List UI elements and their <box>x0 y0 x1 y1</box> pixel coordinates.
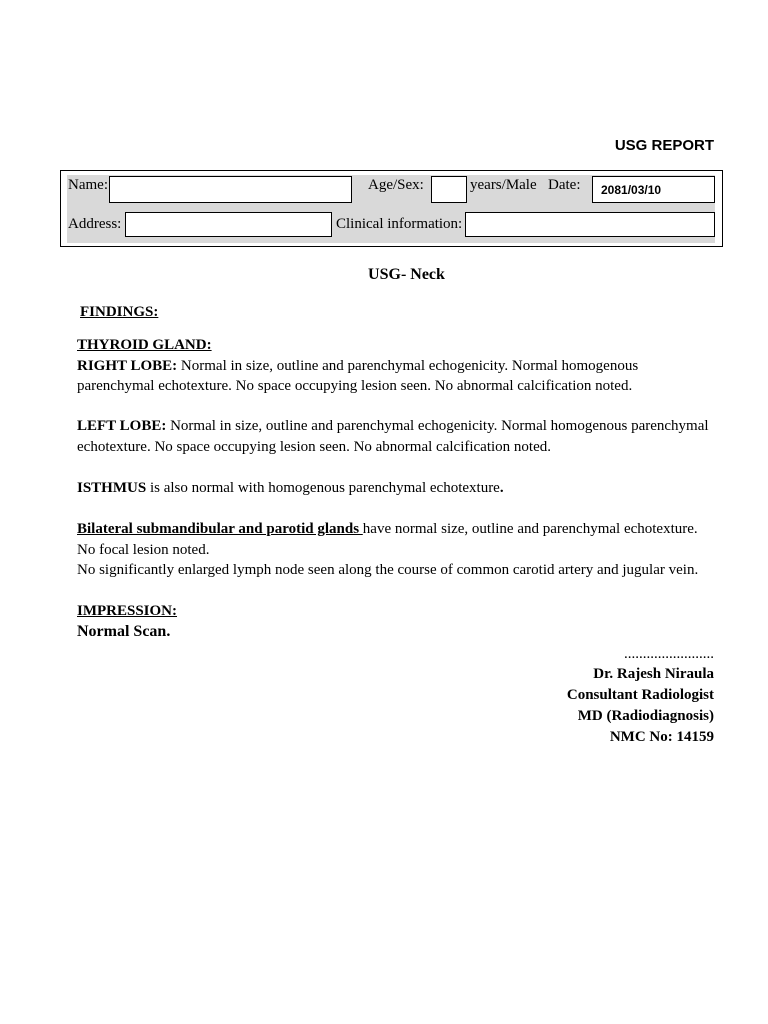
isthmus-label: ISTHMUS <box>77 480 147 496</box>
left-lobe-label: LEFT LOBE: <box>77 418 167 434</box>
left-lobe-text-1: Normal in size, outline and parenchymal echogenicity. Normal homogenous parenchymal <box>166 418 709 434</box>
years-sex-label: years/Male <box>470 177 537 193</box>
right-lobe-paragraph <box>77 356 717 397</box>
glands-paragraph <box>77 519 727 581</box>
signature-nmc: NMC No: 14159 <box>609 729 714 745</box>
lymph-node-text: No significantly enlarged lymph node seen along the course of common carotid artery and jugular vein. <box>77 562 699 578</box>
clinical-info-label: Clinical information: <box>336 216 463 232</box>
impression-text: Normal Scan. <box>77 623 171 640</box>
address-field[interactable] <box>125 212 332 237</box>
signature-degree: MD (Radiodiagnosis) <box>577 708 714 724</box>
date-field[interactable]: 2081/03/10 <box>592 176 715 203</box>
glands-text-2: No focal lesion noted. <box>77 541 210 558</box>
signature-name: Dr. Rajesh Niraula <box>593 666 714 682</box>
thyroid-section <box>77 335 717 397</box>
patient-info-box <box>60 170 723 247</box>
signature-title: Consultant Radiologist <box>566 687 714 703</box>
date-label: Date: <box>548 177 581 193</box>
thyroid-heading: THYROID GLAND: <box>77 337 212 353</box>
report-title: USG REPORT <box>614 137 714 154</box>
signature-dots: ........................ <box>624 646 714 662</box>
name-field[interactable] <box>109 176 352 203</box>
right-lobe-text-2: parenchymal echotexture. No space occupying lesion seen. No abnormal calcification noted. <box>77 378 633 394</box>
right-lobe-label: RIGHT LOBE: <box>77 357 178 374</box>
right-lobe-text-1: Normal in size, outline and parenchymal echogenicity. Normal homogenous <box>177 357 639 374</box>
left-lobe-text-2: echotexture. No space occupying lesion seen. No abnormal calcification noted. <box>77 438 551 455</box>
name-label: Name: <box>68 177 108 193</box>
exam-title: USG- Neck <box>368 266 445 283</box>
clinical-info-field[interactable] <box>465 212 715 237</box>
age-sex-label: Age/Sex: <box>368 177 424 193</box>
impression-heading: IMPRESSION: <box>77 603 178 619</box>
address-label: Address: <box>68 216 122 232</box>
findings-heading: FINDINGS: <box>80 304 159 320</box>
isthmus-period: . <box>499 480 504 496</box>
glands-text-1: have normal size, outline and parenchymal echotexture. <box>362 521 698 537</box>
glands-label: Bilateral submandibular and parotid glands <box>77 521 363 537</box>
isthmus-text: is also normal with homogenous parenchymal echotexture <box>146 480 500 496</box>
isthmus-paragraph <box>77 478 717 499</box>
age-field[interactable] <box>431 176 467 203</box>
left-lobe-paragraph <box>77 416 717 457</box>
